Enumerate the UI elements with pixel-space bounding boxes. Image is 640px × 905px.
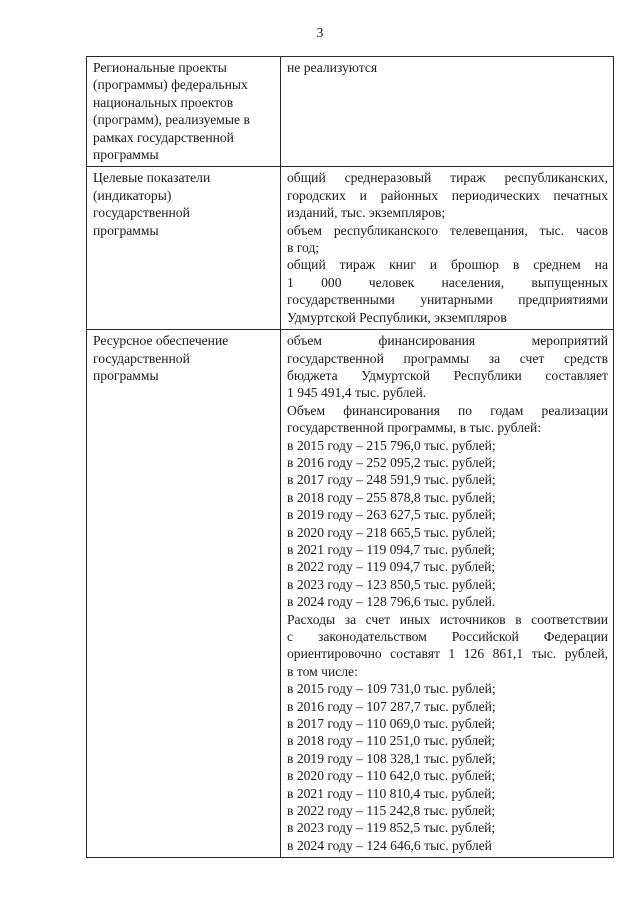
content-line: государственной программы за счет средств bbox=[287, 350, 608, 366]
content-line: изданий, тыс. экземпляров; bbox=[287, 205, 446, 221]
content-line: государственной программы, в тыс. рублей: bbox=[287, 420, 542, 436]
content-line: в 2017 году – 110 069,0 тыс. рублей; bbox=[287, 716, 496, 732]
content-line: в 2015 году – 215 796,0 тыс. рублей; bbox=[287, 437, 496, 453]
content-line: с законодательством Российской Федерации bbox=[287, 629, 608, 644]
content-line: в 2022 году – 115 242,8 тыс. рублей; bbox=[287, 803, 496, 819]
row-content-cell bbox=[281, 167, 614, 330]
label-line: программы bbox=[93, 222, 159, 238]
content-line: 1 945 491,4 тыс. рублей. bbox=[287, 385, 427, 401]
regional-projects-row bbox=[87, 57, 614, 167]
content-line: в 2024 году – 124 646,6 тыс. рублей bbox=[287, 837, 492, 853]
content-line: общий среднеразовый тираж республиканских, bbox=[287, 170, 608, 186]
row-content-cell bbox=[281, 330, 614, 858]
content-line: Расходы за счет иных источников в соответствии bbox=[287, 611, 608, 627]
content-line: в 2018 году – 255 878,8 тыс. рублей; bbox=[287, 489, 496, 505]
label-line: (программы) федеральных bbox=[93, 77, 248, 93]
content-line: городских и районных периодических печатных bbox=[287, 187, 608, 203]
content-line: в 2016 году – 107 287,7 тыс. рублей; bbox=[287, 698, 496, 714]
content-line: в 2020 году – 218 665,5 тыс. рублей; bbox=[287, 524, 496, 540]
row-label-cell bbox=[87, 57, 281, 167]
content-line: ориентировочно составят 1 126 861,1 тыс. рублей, bbox=[287, 646, 608, 662]
row-content-cell bbox=[281, 57, 614, 167]
page-number: 3 bbox=[316, 25, 324, 40]
content-line: объем республиканского телевещания, тыс. часов bbox=[287, 222, 608, 238]
label-line: (индикаторы) bbox=[93, 187, 172, 203]
content-line: 1 000 человек населения, выпущенных bbox=[287, 274, 608, 290]
label-line: Целевые показатели bbox=[93, 170, 211, 186]
label-line: программы bbox=[93, 367, 159, 383]
content-line: не реализуются bbox=[287, 60, 378, 75]
content-line: бюджета Удмуртской Республики составляет bbox=[287, 367, 608, 383]
label-line: программы bbox=[93, 147, 159, 163]
row-label-cell bbox=[87, 167, 281, 330]
content-line: общий тираж книг и брошюр в среднем на bbox=[287, 257, 608, 273]
label-line: Ресурсное обеспечение bbox=[93, 333, 229, 349]
label-line: государственной bbox=[93, 350, 190, 366]
row-label-cell bbox=[87, 330, 281, 858]
label-line: государственной bbox=[93, 205, 190, 221]
content-line: в 2023 году – 123 850,5 тыс. рублей; bbox=[287, 576, 496, 592]
content-line: в 2023 году – 119 852,5 тыс. рублей; bbox=[287, 820, 496, 836]
content-line: в 2021 году – 119 094,7 тыс. рублей; bbox=[287, 541, 496, 557]
label-line: (программ), реализуемые в bbox=[93, 112, 250, 128]
resource-provision-row bbox=[87, 330, 614, 858]
content-line: в 2018 году – 110 251,0 тыс. рублей; bbox=[287, 733, 496, 749]
content-line: в 2015 году – 109 731,0 тыс. рублей; bbox=[287, 681, 496, 697]
label-line: рамках государственной bbox=[93, 129, 234, 145]
content-line: объем финансирования мероприятий bbox=[287, 333, 608, 349]
content-line: в 2024 году – 128 796,6 тыс. рублей. bbox=[287, 594, 496, 610]
table-body bbox=[87, 57, 614, 858]
content-line: в 2016 году – 252 095,2 тыс. рублей; bbox=[287, 454, 496, 470]
label-line: национальных проектов bbox=[93, 94, 234, 110]
content-line: государственными унитарными предприятиями bbox=[287, 292, 608, 308]
content-line: в 2020 году – 110 642,0 тыс. рублей; bbox=[287, 768, 496, 784]
content-line: Объем финансирования по годам реализации bbox=[287, 402, 608, 418]
passport-table bbox=[86, 56, 614, 858]
content-line: в 2019 году – 263 627,5 тыс. рублей; bbox=[287, 507, 496, 523]
content-line: в том числе: bbox=[287, 663, 358, 679]
content-line: Удмуртской Республики, экземпляров bbox=[287, 309, 507, 325]
content-line: в год; bbox=[287, 240, 320, 256]
label-line: Региональные проекты bbox=[93, 60, 227, 75]
content-line: в 2019 году – 108 328,1 тыс. рублей; bbox=[287, 750, 496, 766]
content-line: в 2021 году – 110 810,4 тыс. рублей; bbox=[287, 785, 496, 801]
target-indicators-row bbox=[87, 167, 614, 330]
content-line: в 2022 году – 119 094,7 тыс. рублей; bbox=[287, 559, 496, 575]
content-line: в 2017 году – 248 591,9 тыс. рублей; bbox=[287, 472, 496, 488]
